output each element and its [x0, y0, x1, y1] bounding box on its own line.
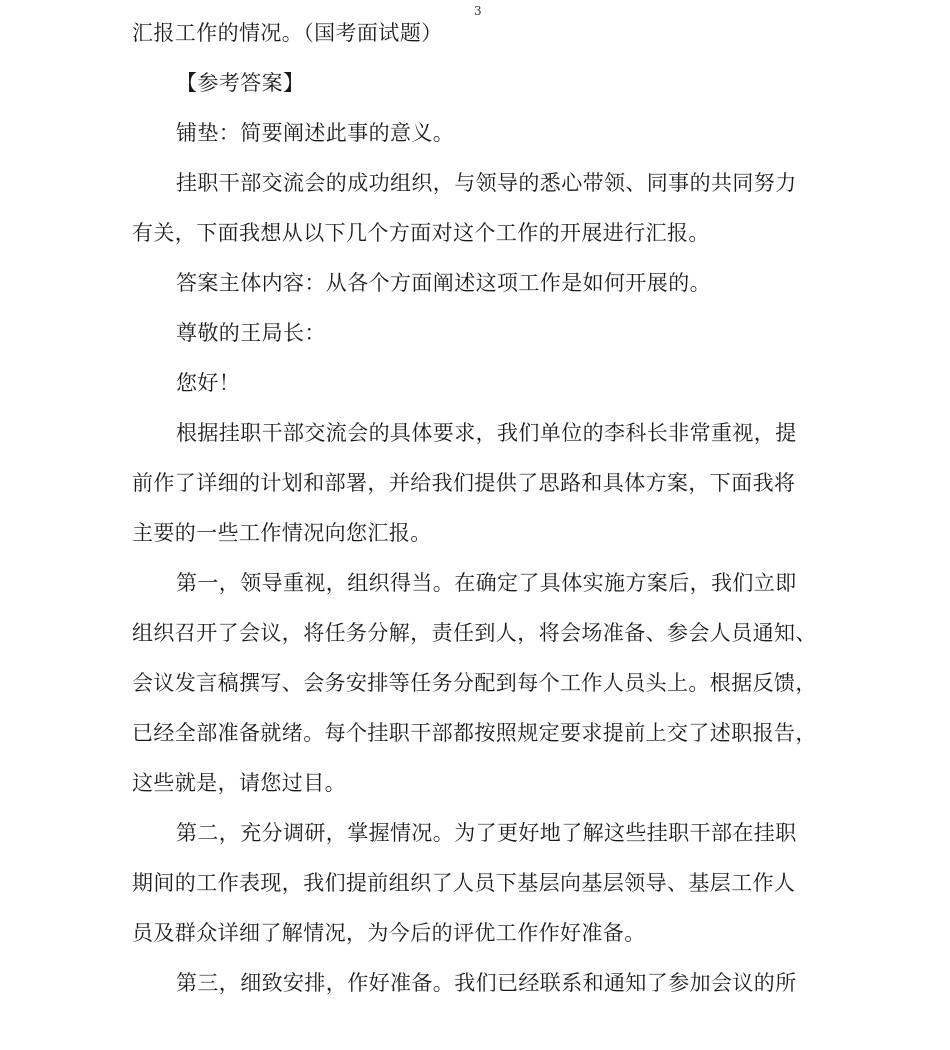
greeting: 您好！ — [176, 371, 241, 395]
document-body — [132, 8, 822, 1008]
section-heading: 【参考答案】 — [176, 71, 305, 95]
text-line: 已经全部准备就绪。每个挂职干部都按照规定要求提前上交了述职报告， — [132, 721, 817, 745]
text-line: 主要的一些工作情况向您汇报。 — [132, 521, 432, 545]
text-line: 员及群众详细了解情况，为今后的评优工作作好准备。 — [132, 921, 646, 945]
text-line: 汇报工作的情况。（国考面试题） — [132, 21, 443, 45]
page-number: 3 — [474, 4, 482, 18]
text-line: 铺垫：简要阐述此事的意义。 — [176, 121, 455, 145]
salutation: 尊敬的王局长： — [176, 321, 326, 345]
text-line: 答案主体内容：从各个方面阐述这项工作是如何开展的。 — [176, 271, 711, 295]
text-line: 有关，下面我想从以下几个方面对这个工作的开展进行汇报。 — [132, 221, 710, 245]
text-line: 挂职干部交流会的成功组织，与领导的悉心带领、同事的共同努力 — [176, 171, 797, 195]
text-line: 组织召开了会议，将任务分解，责任到人，将会场准备、参会人员通知、 — [132, 621, 817, 645]
text-line: 第一，领导重视，组织得当。在确定了具体实施方案后，我们立即 — [176, 571, 797, 595]
text-line: 第三，细致安排，作好准备。我们已经联系和通知了参加会议的所 — [176, 971, 797, 995]
text-line: 前作了详细的计划和部署，并给我们提供了思路和具体方案，下面我将 — [132, 471, 796, 495]
text-line: 期间的工作表现，我们提前组织了人员下基层向基层领导、基层工作人 — [132, 871, 796, 895]
text-line: 根据挂职干部交流会的具体要求，我们单位的李科长非常重视，提 — [176, 421, 797, 445]
text-line: 第二，充分调研，掌握情况。为了更好地了解这些挂职干部在挂职 — [176, 821, 797, 845]
text-line: 会议发言稿撰写、会务安排等任务分配到每个工作人员头上。根据反馈， — [132, 671, 817, 695]
text-line: 这些就是，请您过目。 — [132, 771, 346, 795]
